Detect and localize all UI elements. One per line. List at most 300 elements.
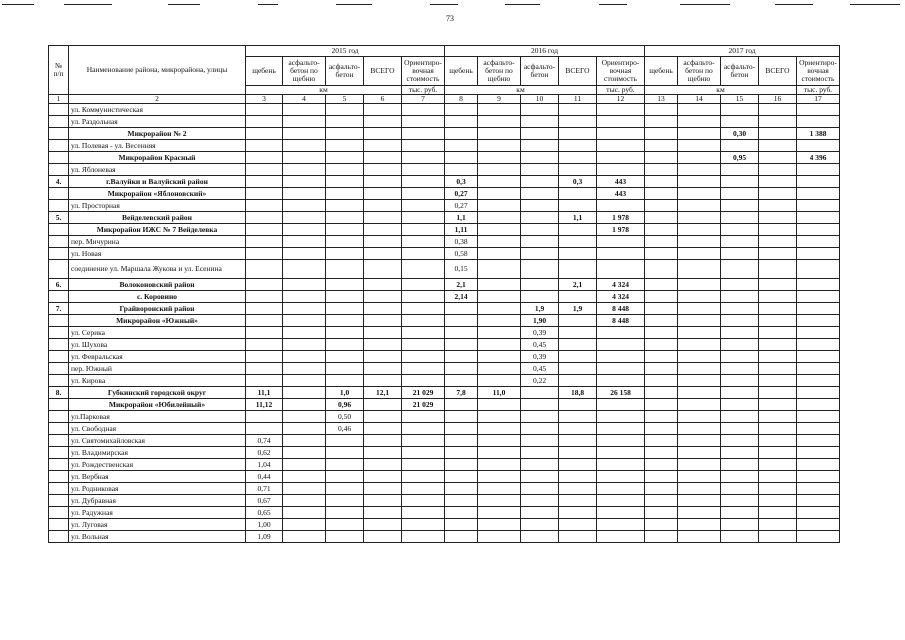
table-row — [49, 128, 840, 140]
value-cell — [645, 459, 678, 471]
value-cell — [246, 411, 283, 423]
value-cell — [364, 128, 402, 140]
value-cell: 0,44 — [246, 471, 283, 483]
value-cell: 1,9 — [559, 303, 597, 315]
value-cell — [478, 104, 521, 116]
value-cell: 0,65 — [246, 507, 283, 519]
value-cell — [326, 279, 364, 291]
value-cell — [521, 260, 559, 279]
value-cell — [246, 128, 283, 140]
value-cell: 1 978 — [597, 224, 645, 236]
column-number: 3 — [246, 95, 283, 104]
value-cell — [645, 483, 678, 495]
value-cell: 11,0 — [478, 387, 521, 399]
value-cell: 0,3 — [559, 176, 597, 188]
value-cell: 0,27 — [445, 188, 478, 200]
value-cell — [759, 483, 797, 495]
value-cell — [721, 279, 759, 291]
value-cell: 0,39 — [521, 351, 559, 363]
value-cell — [759, 459, 797, 471]
value-cell — [478, 291, 521, 303]
value-cell — [283, 291, 326, 303]
value-cell — [326, 495, 364, 507]
value-cell — [797, 140, 840, 152]
value-cell — [246, 303, 283, 315]
value-cell: 26 158 — [597, 387, 645, 399]
value-cell — [721, 315, 759, 327]
unit-km: км — [445, 86, 597, 95]
row-name: ул. Новая — [69, 248, 246, 260]
value-cell — [797, 104, 840, 116]
value-cell — [445, 531, 478, 543]
road-repair-table — [48, 45, 840, 543]
value-cell — [521, 176, 559, 188]
col-header: ВСЕГО — [364, 57, 402, 86]
value-cell — [759, 363, 797, 375]
value-cell — [478, 164, 521, 176]
value-cell — [678, 152, 721, 164]
value-cell — [645, 152, 678, 164]
value-cell — [364, 279, 402, 291]
value-cell — [597, 495, 645, 507]
value-cell — [678, 104, 721, 116]
col-header: щебень — [645, 57, 678, 86]
value-cell — [402, 507, 445, 519]
value-cell — [402, 212, 445, 224]
table-row — [49, 104, 840, 116]
value-cell — [521, 531, 559, 543]
value-cell — [326, 224, 364, 236]
value-cell: 2,1 — [445, 279, 478, 291]
value-cell — [402, 459, 445, 471]
table-row — [49, 176, 840, 188]
value-cell — [678, 411, 721, 423]
value-cell — [721, 531, 759, 543]
row-name: Микрорайон «Яблоновский» — [69, 188, 246, 200]
value-cell — [759, 471, 797, 483]
top-edge-line — [64, 4, 112, 5]
value-cell — [326, 128, 364, 140]
value-cell — [364, 339, 402, 351]
value-cell — [721, 291, 759, 303]
value-cell — [478, 519, 521, 531]
value-cell — [326, 531, 364, 543]
value-cell — [445, 303, 478, 315]
col-header: Ориентиро-вочная стоимость — [597, 57, 645, 86]
value-cell — [246, 375, 283, 387]
value-cell: 21 029 — [402, 387, 445, 399]
value-cell — [283, 164, 326, 176]
value-cell — [445, 399, 478, 411]
value-cell: 0,45 — [521, 339, 559, 351]
value-cell — [678, 248, 721, 260]
value-cell — [678, 279, 721, 291]
value-cell — [678, 128, 721, 140]
value-cell — [478, 152, 521, 164]
value-cell — [797, 291, 840, 303]
table-row — [49, 507, 840, 519]
value-cell — [326, 519, 364, 531]
value-cell — [521, 279, 559, 291]
value-cell — [721, 248, 759, 260]
row-number — [49, 471, 69, 483]
table-row — [49, 116, 840, 128]
value-cell — [645, 447, 678, 459]
value-cell — [597, 236, 645, 248]
value-cell — [797, 375, 840, 387]
value-cell — [326, 140, 364, 152]
top-edge-line — [505, 4, 540, 5]
value-cell — [402, 128, 445, 140]
value-cell — [326, 471, 364, 483]
value-cell — [283, 339, 326, 351]
row-name: ул. Полевая - ул. Весенняя — [69, 140, 246, 152]
value-cell: 0,38 — [445, 236, 478, 248]
value-cell — [559, 152, 597, 164]
value-cell — [721, 399, 759, 411]
value-cell — [364, 315, 402, 327]
value-cell — [478, 140, 521, 152]
value-cell — [326, 152, 364, 164]
value-cell — [559, 224, 597, 236]
col-header-name: Наименование района, микрорайона, улицы — [69, 46, 246, 95]
value-cell — [283, 495, 326, 507]
value-cell — [478, 260, 521, 279]
value-cell — [283, 303, 326, 315]
value-cell — [797, 519, 840, 531]
value-cell — [797, 164, 840, 176]
value-cell — [559, 411, 597, 423]
value-cell: 0,50 — [326, 411, 364, 423]
value-cell — [721, 104, 759, 116]
value-cell — [759, 315, 797, 327]
value-cell — [283, 435, 326, 447]
value-cell: 1 978 — [597, 212, 645, 224]
value-cell — [478, 236, 521, 248]
row-number — [49, 339, 69, 351]
row-number — [49, 116, 69, 128]
value-cell — [759, 387, 797, 399]
table-row — [49, 411, 840, 423]
value-cell — [402, 303, 445, 315]
value-cell — [759, 399, 797, 411]
value-cell — [797, 176, 840, 188]
value-cell — [559, 200, 597, 212]
value-cell — [283, 140, 326, 152]
col-header: асфальто-бетон по щебню — [478, 57, 521, 86]
value-cell — [721, 236, 759, 248]
value-cell — [645, 303, 678, 315]
value-cell — [402, 435, 445, 447]
value-cell — [597, 351, 645, 363]
value-cell — [521, 140, 559, 152]
value-cell — [759, 164, 797, 176]
value-cell — [283, 519, 326, 531]
value-cell — [521, 116, 559, 128]
value-cell — [645, 411, 678, 423]
value-cell — [759, 224, 797, 236]
value-cell: 21 029 — [402, 399, 445, 411]
row-number: 7. — [49, 303, 69, 315]
row-name: Волоконовский район — [69, 279, 246, 291]
row-number — [49, 507, 69, 519]
value-cell — [521, 236, 559, 248]
value-cell — [597, 327, 645, 339]
value-cell — [759, 423, 797, 435]
table-row — [49, 471, 840, 483]
value-cell — [521, 387, 559, 399]
table-row — [49, 399, 840, 411]
value-cell — [721, 507, 759, 519]
value-cell: 2,14 — [445, 291, 478, 303]
value-cell — [283, 152, 326, 164]
value-cell — [759, 411, 797, 423]
value-cell — [759, 327, 797, 339]
table-row — [49, 164, 840, 176]
value-cell — [645, 200, 678, 212]
col-header-num: № п/п — [49, 46, 69, 95]
value-cell — [645, 375, 678, 387]
row-name: ул. Серика — [69, 327, 246, 339]
value-cell — [364, 104, 402, 116]
value-cell — [678, 188, 721, 200]
value-cell — [402, 248, 445, 260]
row-name: ул. Яблоневая — [69, 164, 246, 176]
value-cell — [759, 152, 797, 164]
value-cell — [283, 200, 326, 212]
value-cell — [559, 236, 597, 248]
row-number — [49, 375, 69, 387]
value-cell — [364, 399, 402, 411]
row-name: ул.Парковая — [69, 411, 246, 423]
value-cell — [559, 188, 597, 200]
value-cell — [797, 339, 840, 351]
value-cell — [797, 279, 840, 291]
value-cell — [559, 351, 597, 363]
value-cell — [283, 459, 326, 471]
row-number: 5. — [49, 212, 69, 224]
value-cell: 4 396 — [797, 152, 840, 164]
col-header: Ориентиро-вочная стоимость — [797, 57, 840, 86]
value-cell — [478, 116, 521, 128]
top-edge-line — [680, 4, 730, 5]
value-cell — [445, 459, 478, 471]
value-cell — [597, 519, 645, 531]
value-cell — [402, 200, 445, 212]
value-cell — [597, 339, 645, 351]
value-cell — [402, 176, 445, 188]
value-cell — [402, 363, 445, 375]
value-cell — [678, 116, 721, 128]
value-cell — [721, 339, 759, 351]
value-cell — [645, 291, 678, 303]
top-edge-line — [430, 4, 458, 5]
value-cell — [559, 104, 597, 116]
value-cell: 0,15 — [445, 260, 478, 279]
value-cell — [326, 351, 364, 363]
value-cell — [797, 363, 840, 375]
value-cell — [721, 423, 759, 435]
value-cell — [797, 459, 840, 471]
value-cell — [797, 531, 840, 543]
value-cell — [402, 116, 445, 128]
year-header: 2017 год — [645, 46, 840, 57]
value-cell — [445, 363, 478, 375]
value-cell — [645, 471, 678, 483]
value-cell — [283, 387, 326, 399]
value-cell — [759, 116, 797, 128]
value-cell — [559, 447, 597, 459]
value-cell — [597, 140, 645, 152]
column-number: 14 — [678, 95, 721, 104]
row-name: ул. Родниковая — [69, 483, 246, 495]
value-cell — [597, 531, 645, 543]
table-row — [49, 327, 840, 339]
value-cell — [364, 236, 402, 248]
value-cell — [364, 411, 402, 423]
value-cell — [559, 363, 597, 375]
row-number — [49, 140, 69, 152]
row-number — [49, 315, 69, 327]
value-cell — [364, 363, 402, 375]
page-number: 73 — [446, 14, 454, 23]
unit-rub: тыс. руб. — [597, 86, 645, 95]
value-cell — [326, 327, 364, 339]
value-cell — [797, 224, 840, 236]
value-cell — [559, 315, 597, 327]
top-edge-line — [258, 4, 278, 5]
value-cell — [445, 351, 478, 363]
value-cell — [478, 248, 521, 260]
unit-rub: тыс. руб. — [402, 86, 445, 95]
value-cell: 0,74 — [246, 435, 283, 447]
row-name: ул. Шухова — [69, 339, 246, 351]
value-cell — [364, 303, 402, 315]
column-number: 5 — [326, 95, 364, 104]
table-row — [49, 459, 840, 471]
value-cell — [797, 435, 840, 447]
value-cell — [759, 339, 797, 351]
value-cell — [559, 164, 597, 176]
row-name: пер. Южный — [69, 363, 246, 375]
value-cell — [364, 435, 402, 447]
value-cell — [521, 248, 559, 260]
value-cell — [246, 351, 283, 363]
value-cell — [759, 248, 797, 260]
value-cell — [478, 128, 521, 140]
value-cell — [402, 471, 445, 483]
value-cell — [759, 200, 797, 212]
row-number — [49, 495, 69, 507]
value-cell — [678, 519, 721, 531]
value-cell — [797, 399, 840, 411]
col-header: асфальто-бетон по щебню — [678, 57, 721, 86]
value-cell — [402, 164, 445, 176]
table-row — [49, 303, 840, 315]
value-cell — [521, 435, 559, 447]
value-cell — [402, 152, 445, 164]
value-cell — [521, 188, 559, 200]
value-cell — [597, 447, 645, 459]
value-cell — [521, 495, 559, 507]
value-cell — [364, 327, 402, 339]
value-cell — [445, 164, 478, 176]
value-cell — [797, 471, 840, 483]
value-cell — [759, 435, 797, 447]
value-cell — [326, 291, 364, 303]
value-cell — [478, 315, 521, 327]
value-cell — [246, 224, 283, 236]
value-cell — [283, 128, 326, 140]
value-cell — [678, 531, 721, 543]
value-cell — [521, 224, 559, 236]
top-edge-line — [336, 4, 372, 5]
value-cell — [559, 291, 597, 303]
table-row — [49, 423, 840, 435]
value-cell — [597, 104, 645, 116]
row-number — [49, 200, 69, 212]
value-cell — [759, 531, 797, 543]
value-cell — [559, 116, 597, 128]
value-cell — [326, 260, 364, 279]
value-cell — [283, 116, 326, 128]
value-cell — [246, 327, 283, 339]
row-name: пер. Мичурина — [69, 236, 246, 248]
value-cell — [678, 387, 721, 399]
value-cell — [364, 116, 402, 128]
value-cell — [478, 188, 521, 200]
value-cell — [759, 303, 797, 315]
column-number: 15 — [721, 95, 759, 104]
value-cell — [364, 248, 402, 260]
value-cell — [678, 363, 721, 375]
value-cell — [721, 140, 759, 152]
value-cell — [326, 483, 364, 495]
value-cell — [797, 351, 840, 363]
value-cell — [521, 152, 559, 164]
value-cell — [364, 423, 402, 435]
column-number: 13 — [645, 95, 678, 104]
value-cell — [645, 435, 678, 447]
value-cell — [721, 459, 759, 471]
col-header: щебень — [445, 57, 478, 86]
value-cell — [759, 291, 797, 303]
value-cell — [478, 447, 521, 459]
value-cell: 1,04 — [246, 459, 283, 471]
row-name: Микрорайон Красный — [69, 152, 246, 164]
value-cell — [645, 104, 678, 116]
value-cell — [597, 459, 645, 471]
value-cell — [402, 188, 445, 200]
value-cell — [597, 116, 645, 128]
value-cell — [521, 519, 559, 531]
value-cell — [445, 507, 478, 519]
value-cell — [445, 375, 478, 387]
value-cell — [645, 519, 678, 531]
value-cell — [326, 507, 364, 519]
value-cell — [326, 435, 364, 447]
value-cell — [283, 212, 326, 224]
value-cell — [246, 423, 283, 435]
value-cell — [402, 375, 445, 387]
value-cell — [521, 291, 559, 303]
col-header: щебень — [246, 57, 283, 86]
value-cell — [678, 339, 721, 351]
value-cell — [597, 471, 645, 483]
value-cell: 2,1 — [559, 279, 597, 291]
row-name: ул. Луговая — [69, 519, 246, 531]
col-header: асфальто-бетон — [721, 57, 759, 86]
